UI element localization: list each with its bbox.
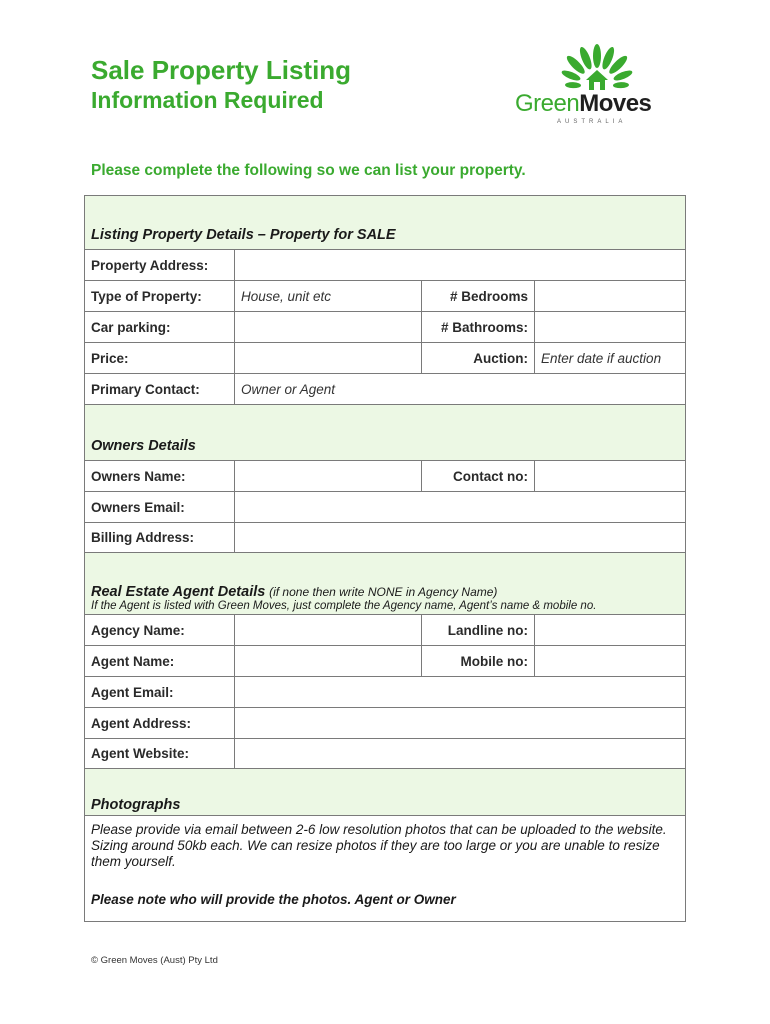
section-photos-header xyxy=(85,769,686,816)
bedrooms-label: # Bedrooms xyxy=(422,281,535,312)
billing-address-label: Billing Address: xyxy=(85,523,235,553)
landline-field[interactable] xyxy=(535,615,686,646)
owners-email-label: Owners Email: xyxy=(85,492,235,523)
auction-label: Auction: xyxy=(422,343,535,374)
green-moves-logo xyxy=(515,42,680,130)
section-note-agent: (if none then write NONE in Agency Name) xyxy=(269,585,498,599)
logo-subtext: AUSTRALIA xyxy=(557,119,627,125)
agent-name-field[interactable] xyxy=(235,646,422,677)
section-sub-agent: If the Agent is listed with Green Moves, just complete the Agency name, Agent’s name & mobile no. xyxy=(91,600,597,612)
primary-contact-field[interactable]: Owner or Agent xyxy=(235,374,686,405)
price-label: Price: xyxy=(85,343,235,374)
photos-note: Please note who will provide the photos. Agent or Owner xyxy=(91,892,456,907)
leaf-house-icon xyxy=(515,42,680,92)
billing-address-field[interactable] xyxy=(235,523,686,553)
car-parking-field[interactable] xyxy=(235,312,422,343)
owners-name-label: Owners Name: xyxy=(85,461,235,492)
landline-label: Landline no: xyxy=(422,615,535,646)
agent-email-label: Agent Email: xyxy=(85,677,235,708)
section-title-photos: Photographs xyxy=(91,797,181,813)
section-owners-header xyxy=(85,405,686,461)
logo-wordmark: GreenMoves xyxy=(515,90,652,117)
auction-field[interactable]: Enter date if auction xyxy=(535,343,686,374)
mobile-label: Mobile no: xyxy=(422,646,535,677)
owners-contact-label: Contact no: xyxy=(422,461,535,492)
photos-text: Please provide via email between 2-6 low resolution photos that can be uploaded to the website. Sizing around 50kb each. We can resize photos if they are too large or you are unable to resize them yourself. xyxy=(91,822,667,869)
section-listing-header xyxy=(85,196,686,250)
property-type-field[interactable]: House, unit etc xyxy=(235,281,422,312)
section-title-agent: Real Estate Agent Details xyxy=(91,584,266,600)
property-type-label: Type of Property: xyxy=(85,281,235,312)
primary-contact-label: Primary Contact: xyxy=(85,374,235,405)
intro-text: Please complete the following so we can list your property. xyxy=(91,162,526,179)
section-title-owners: Owners Details xyxy=(91,438,196,454)
section-title-listing: Listing Property Details – Property for SALE xyxy=(91,227,396,243)
agent-website-label: Agent Website: xyxy=(85,739,235,769)
property-address-label: Property Address: xyxy=(85,250,235,281)
price-field[interactable] xyxy=(235,343,422,374)
agent-website-field[interactable] xyxy=(235,739,686,769)
bedrooms-field[interactable] xyxy=(535,281,686,312)
owners-contact-field[interactable] xyxy=(535,461,686,492)
page-title: Sale Property Listing xyxy=(91,55,352,85)
bathrooms-field[interactable] xyxy=(535,312,686,343)
agent-email-field[interactable] xyxy=(235,677,686,708)
agency-name-field[interactable] xyxy=(235,615,422,646)
agency-name-label: Agency Name: xyxy=(85,615,235,646)
agent-name-label: Agent Name: xyxy=(85,646,235,677)
page-subtitle: Information Required xyxy=(91,87,324,113)
photos-instructions xyxy=(85,816,686,922)
car-parking-label: Car parking: xyxy=(85,312,235,343)
agent-address-label: Agent Address: xyxy=(85,708,235,739)
footer-copyright: © Green Moves (Aust) Pty Ltd xyxy=(91,955,218,966)
owners-email-field[interactable] xyxy=(235,492,686,523)
section-agent-header xyxy=(85,553,686,615)
bathrooms-label: # Bathrooms: xyxy=(422,312,535,343)
owners-name-field[interactable] xyxy=(235,461,422,492)
mobile-field[interactable] xyxy=(535,646,686,677)
agent-address-field[interactable] xyxy=(235,708,686,739)
listing-form xyxy=(84,195,686,922)
property-address-field[interactable] xyxy=(235,250,686,281)
